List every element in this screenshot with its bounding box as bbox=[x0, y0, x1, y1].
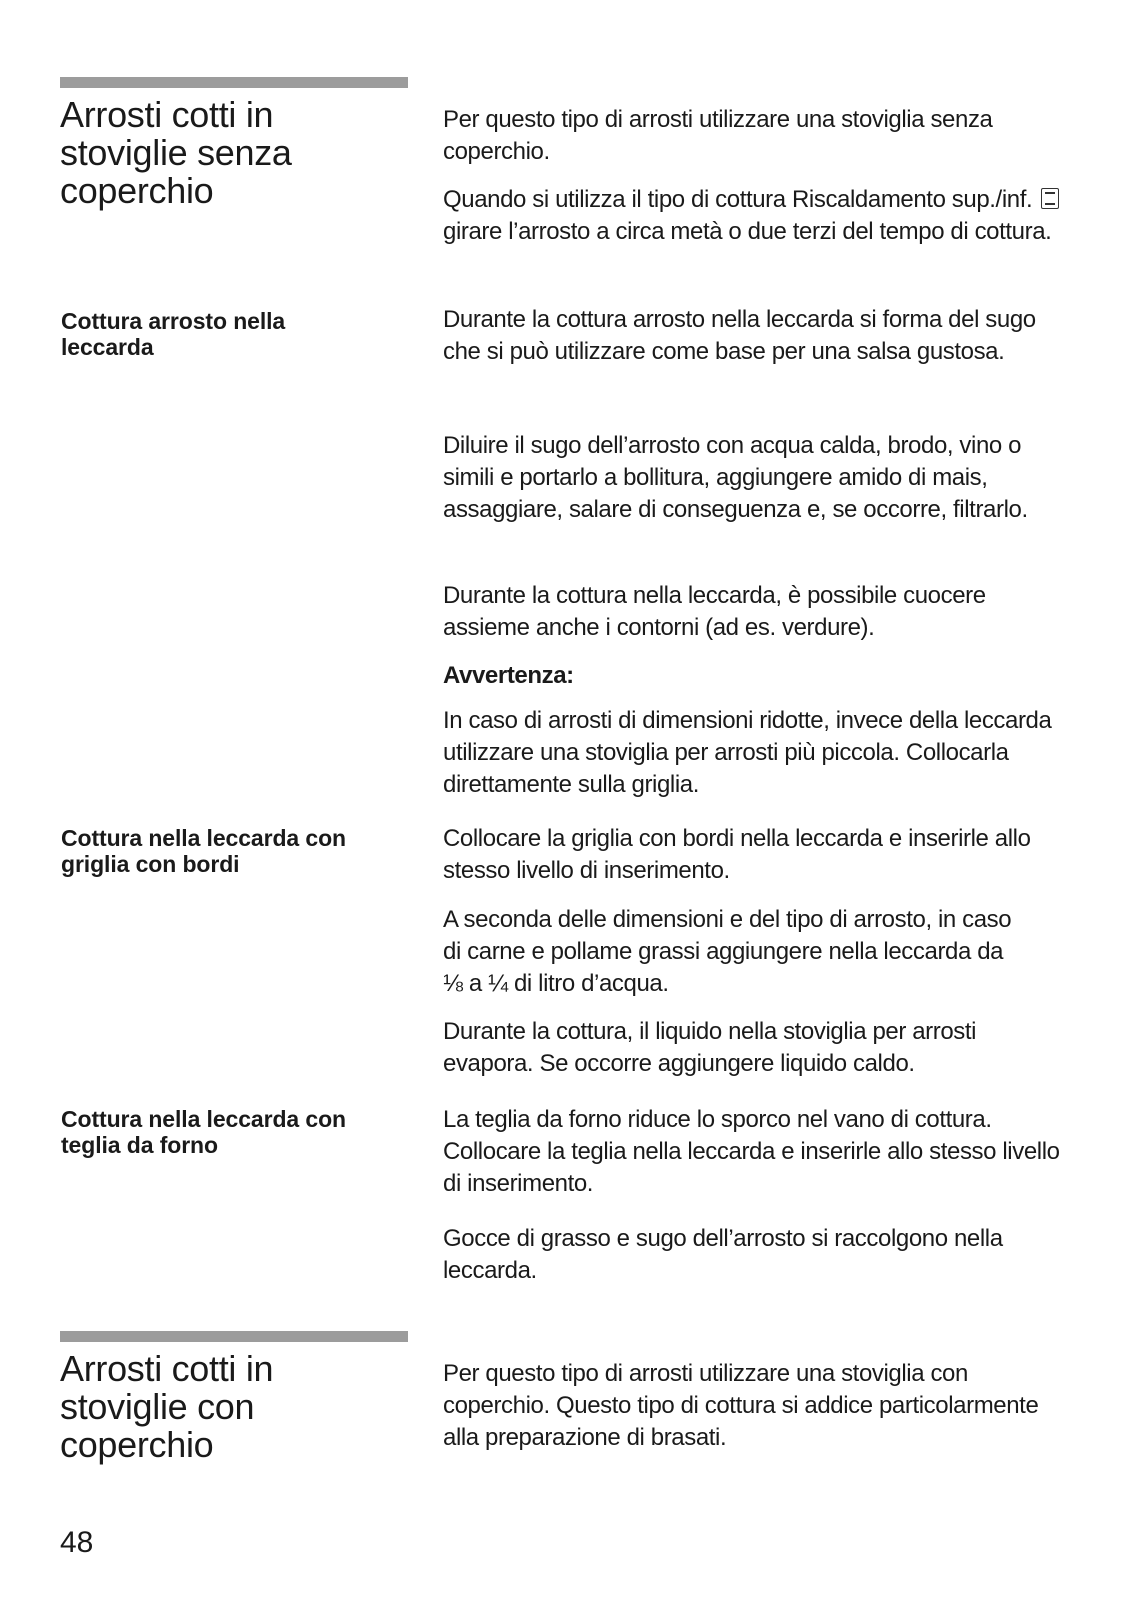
paragraph: Gocce di grasso e sugo dell’arrosto si raccolgono nella leccarda. bbox=[443, 1225, 1003, 1284]
paragraph bbox=[443, 184, 1073, 248]
top-bottom-heat-icon bbox=[1041, 188, 1059, 209]
section-rule bbox=[60, 1331, 408, 1342]
subsection-title: Cottura nella leccarda con teglia da forno bbox=[61, 1106, 346, 1158]
paragraph: Durante la cottura, il liquido nella stoviglia per arrosti evapora. Se occorre aggiungere liquido caldo. bbox=[443, 1018, 977, 1077]
paragraph: A seconda delle dimensioni e del tipo di arrosto, in caso di carne e pollame grassi aggiungere nella leccarda da ⅛ a ¼ di litro d’acqua. bbox=[443, 906, 1012, 997]
paragraph: La teglia da forno riduce lo sporco nel vano di cottura. Collocare la teglia nella leccarda e inserirle allo stesso livello di inserimento. bbox=[443, 1106, 1060, 1197]
paragraph: Per questo tipo di arrosti utilizzare una stoviglia senza coperchio. bbox=[443, 106, 993, 165]
section-rule bbox=[60, 77, 408, 88]
subsection-title: Cottura arrosto nella leccarda bbox=[61, 308, 286, 360]
section-heading: Arrosti cotti in stoviglie senza coperchio bbox=[60, 94, 292, 211]
paragraph-text: girare l’arrosto a circa metà o due terzi del tempo di cottura. bbox=[443, 218, 1052, 245]
subsection-title: Cottura nella leccarda con griglia con bordi bbox=[61, 825, 346, 877]
paragraph: Collocare la griglia con bordi nella leccarda e inserirle allo stesso livello di inserimento. bbox=[443, 825, 1031, 884]
paragraph: In caso di arrosti di dimensioni ridotte, invece della leccarda utilizzare una stoviglia per arrosti più piccola. Collocarla direttamente sulla griglia. bbox=[443, 707, 1052, 798]
note-label: Avvertenza: bbox=[443, 662, 574, 689]
section-heading: Arrosti cotti in stoviglie con coperchio bbox=[60, 1348, 274, 1465]
paragraph-text: Quando si utilizza il tipo di cottura Riscaldamento sup./inf. bbox=[443, 186, 1033, 213]
paragraph: Durante la cottura nella leccarda, è possibile cuocere assieme anche i contorni (ad es. verdure). bbox=[443, 582, 986, 641]
page-number: 48 bbox=[60, 1526, 94, 1559]
paragraph: Diluire il sugo dell’arrosto con acqua calda, brodo, vino o simili e portarlo a bollitura, aggiungere amido di mais, assaggiare, salare di conseguenza e, se occorre, filtrarlo. bbox=[443, 432, 1028, 523]
paragraph: Per questo tipo di arrosti utilizzare una stoviglia con coperchio. Questo tipo di cottura si addice particolarmente alla preparazione di brasati. bbox=[443, 1360, 1039, 1451]
paragraph: Durante la cottura arrosto nella leccarda si forma del sugo che si può utilizzare come base per una salsa gustosa. bbox=[443, 306, 1036, 365]
